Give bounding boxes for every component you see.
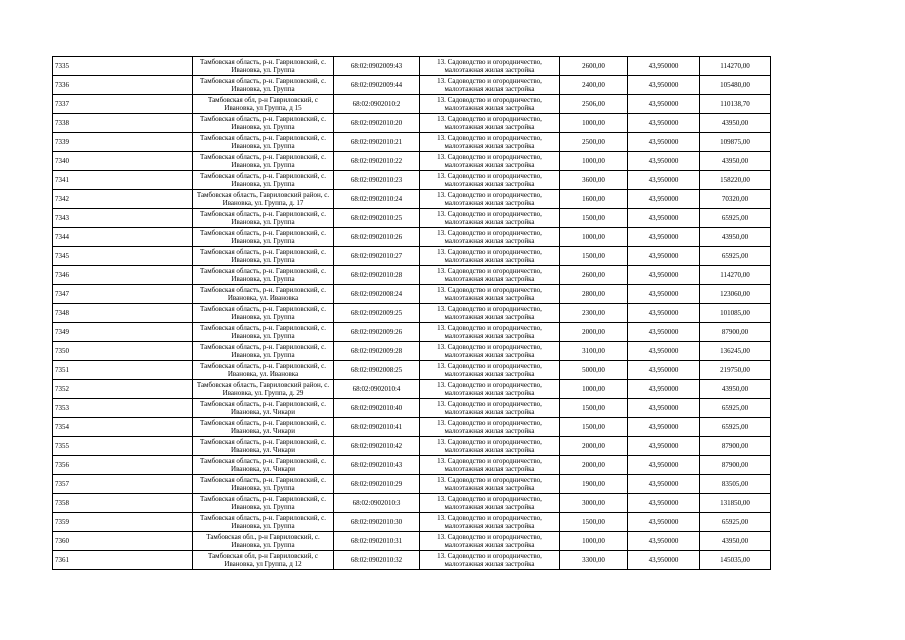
specific-value-cell: 43,950000	[628, 418, 700, 437]
specific-value-cell: 43,950000	[628, 152, 700, 171]
land-use-cell: 13. Садоводство и огородничество, малоэтажная жилая застройка	[420, 456, 560, 475]
table-row	[53, 228, 771, 247]
area-cell: 2300,00	[560, 304, 628, 323]
area-cell: 1000,00	[560, 532, 628, 551]
area-cell: 2500,00	[560, 133, 628, 152]
cadastral-value-cell: 109875,00	[700, 133, 771, 152]
cadastral-value-cell: 65925,00	[700, 399, 771, 418]
address-cell: Тамбовская область, р-н. Гавриловский, с. Ивановка, ул. Группа	[193, 57, 334, 76]
specific-value-cell: 43,950000	[628, 532, 700, 551]
land-use-cell: 13. Садоводство и огородничество, малоэтажная жилая застройка	[420, 133, 560, 152]
cadastral-value-cell: 65925,00	[700, 513, 771, 532]
cadastral-value-cell: 87900,00	[700, 437, 771, 456]
row-number: 7341	[53, 171, 193, 190]
table-row	[53, 57, 771, 76]
specific-value-cell: 43,950000	[628, 380, 700, 399]
row-number: 7343	[53, 209, 193, 228]
area-cell: 1500,00	[560, 247, 628, 266]
area-cell: 3600,00	[560, 171, 628, 190]
cadastral-number-cell: 68:02:0902010:21	[334, 133, 420, 152]
cadastral-number-cell: 68:02:0902010:3	[334, 494, 420, 513]
table-row	[53, 247, 771, 266]
address-cell: Тамбовская область, р-н. Гавриловский, с. Ивановка, ул. Чикари	[193, 399, 334, 418]
cadastral-value-cell: 219750,00	[700, 361, 771, 380]
area-cell: 1500,00	[560, 399, 628, 418]
table-row	[53, 342, 771, 361]
cadastral-value-cell: 87900,00	[700, 323, 771, 342]
cadastral-number-cell: 68:02:0902009:25	[334, 304, 420, 323]
land-use-cell: 13. Садоводство и огородничество, малоэтажная жилая застройка	[420, 380, 560, 399]
land-use-cell: 13. Садоводство и огородничество, малоэтажная жилая застройка	[420, 342, 560, 361]
area-cell: 1500,00	[560, 209, 628, 228]
table-row	[53, 494, 771, 513]
row-number: 7361	[53, 551, 193, 570]
cadastral-value-cell: 43950,00	[700, 114, 771, 133]
specific-value-cell: 43,950000	[628, 114, 700, 133]
table-row	[53, 114, 771, 133]
specific-value-cell: 43,950000	[628, 190, 700, 209]
table-row	[53, 513, 771, 532]
land-use-cell: 13. Садоводство и огородничество, малоэтажная жилая застройка	[420, 532, 560, 551]
cadastral-number-cell: 68:02:0902010:42	[334, 437, 420, 456]
cadastral-value-cell: 101085,00	[700, 304, 771, 323]
address-cell: Тамбовская область, р-н. Гавриловский, с. Ивановка, ул. Группа	[193, 513, 334, 532]
table-row	[53, 190, 771, 209]
cadastral-number-cell: 68:02:0902010:24	[334, 190, 420, 209]
land-use-cell: 13. Садоводство и огородничество, малоэтажная жилая застройка	[420, 399, 560, 418]
table-row	[53, 209, 771, 228]
address-cell: Тамбовская область, р-н. Гавриловский, с. Ивановка, ул. Ивановка	[193, 285, 334, 304]
area-cell: 1600,00	[560, 190, 628, 209]
area-cell: 5000,00	[560, 361, 628, 380]
row-number: 7357	[53, 475, 193, 494]
address-cell: Тамбовская обл, р-н Гавриловский, с Ивановка, ул Группа, д 12	[193, 551, 334, 570]
row-number: 7340	[53, 152, 193, 171]
table-body	[53, 57, 771, 570]
table-row	[53, 399, 771, 418]
specific-value-cell: 43,950000	[628, 266, 700, 285]
row-number: 7346	[53, 266, 193, 285]
area-cell: 2400,00	[560, 76, 628, 95]
area-cell: 1500,00	[560, 513, 628, 532]
area-cell: 1000,00	[560, 152, 628, 171]
specific-value-cell: 43,950000	[628, 342, 700, 361]
land-use-cell: 13. Садоводство и огородничество, малоэтажная жилая застройка	[420, 190, 560, 209]
cadastral-value-cell: 43950,00	[700, 152, 771, 171]
cadastral-value-cell: 123060,00	[700, 285, 771, 304]
table-row	[53, 133, 771, 152]
cadastral-number-cell: 68:02:0902010:26	[334, 228, 420, 247]
cadastral-number-cell: 68:02:0902010:4	[334, 380, 420, 399]
specific-value-cell: 43,950000	[628, 399, 700, 418]
cadastral-number-cell: 68:02:0902010:43	[334, 456, 420, 475]
land-use-cell: 13. Садоводство и огородничество, малоэтажная жилая застройка	[420, 323, 560, 342]
specific-value-cell: 43,950000	[628, 304, 700, 323]
address-cell: Тамбовская область, р-н. Гавриловский, с. Ивановка, ул. Чикари	[193, 418, 334, 437]
area-cell: 2000,00	[560, 456, 628, 475]
cadastral-value-cell: 105480,00	[700, 76, 771, 95]
table-row	[53, 323, 771, 342]
area-cell: 2000,00	[560, 437, 628, 456]
row-number: 7360	[53, 532, 193, 551]
cadastral-number-cell: 68:02:0902010:30	[334, 513, 420, 532]
table-row	[53, 437, 771, 456]
row-number: 7355	[53, 437, 193, 456]
address-cell: Тамбовская область, р-н. Гавриловский, с. Ивановка, ул. Группа	[193, 171, 334, 190]
cadastral-number-cell: 68:02:0902010:20	[334, 114, 420, 133]
cadastral-value-cell: 43950,00	[700, 380, 771, 399]
specific-value-cell: 43,950000	[628, 247, 700, 266]
address-cell: Тамбовская область, р-н. Гавриловский, с. Ивановка, ул. Группа	[193, 342, 334, 361]
land-use-cell: 13. Садоводство и огородничество, малоэтажная жилая застройка	[420, 171, 560, 190]
cadastral-value-cell: 70320,00	[700, 190, 771, 209]
address-cell: Тамбовская область, р-н. Гавриловский, с. Ивановка, ул. Группа	[193, 228, 334, 247]
table-row	[53, 532, 771, 551]
land-use-cell: 13. Садоводство и огородничество, малоэтажная жилая застройка	[420, 551, 560, 570]
address-cell: Тамбовская область, р-н. Гавриловский, с. Ивановка, ул. Группа	[193, 323, 334, 342]
table-row	[53, 266, 771, 285]
row-number: 7348	[53, 304, 193, 323]
table-row	[53, 95, 771, 114]
cadastral-number-cell: 68:02:0902010:31	[334, 532, 420, 551]
specific-value-cell: 43,950000	[628, 513, 700, 532]
area-cell: 3000,00	[560, 494, 628, 513]
cadastral-number-cell: 68:02:0902008:24	[334, 285, 420, 304]
land-use-cell: 13. Садоводство и огородничество, малоэтажная жилая застройка	[420, 513, 560, 532]
table-row	[53, 418, 771, 437]
specific-value-cell: 43,950000	[628, 171, 700, 190]
area-cell: 2800,00	[560, 285, 628, 304]
address-cell: Тамбовская область, Гавриловский район, с. Ивановка, ул. Группа, д. 17	[193, 190, 334, 209]
address-cell: Тамбовская обл., р-н Гавриловский, с. Ивановка, ул. Группа	[193, 532, 334, 551]
cadastral-value-cell: 43950,00	[700, 532, 771, 551]
row-number: 7342	[53, 190, 193, 209]
specific-value-cell: 43,950000	[628, 209, 700, 228]
cadastral-number-cell: 68:02:0902009:26	[334, 323, 420, 342]
cadastral-value-cell: 110138,70	[700, 95, 771, 114]
row-number: 7345	[53, 247, 193, 266]
address-cell: Тамбовская обл, р-н Гавриловский, с Ивановка, ул Группа, д 15	[193, 95, 334, 114]
specific-value-cell: 43,950000	[628, 437, 700, 456]
address-cell: Тамбовская область, р-н. Гавриловский, с. Ивановка, ул. Чикари	[193, 456, 334, 475]
table-row	[53, 456, 771, 475]
area-cell: 3300,00	[560, 551, 628, 570]
row-number: 7351	[53, 361, 193, 380]
area-cell: 1000,00	[560, 228, 628, 247]
land-use-cell: 13. Садоводство и огородничество, малоэтажная жилая застройка	[420, 247, 560, 266]
specific-value-cell: 43,950000	[628, 494, 700, 513]
cadastral-number-cell: 68:02:0902010:22	[334, 152, 420, 171]
row-number: 7359	[53, 513, 193, 532]
row-number: 7358	[53, 494, 193, 513]
document-page	[52, 56, 770, 570]
specific-value-cell: 43,950000	[628, 475, 700, 494]
table-row	[53, 304, 771, 323]
cadastral-number-cell: 68:02:0902010:27	[334, 247, 420, 266]
row-number: 7335	[53, 57, 193, 76]
table-row	[53, 152, 771, 171]
land-use-cell: 13. Садоводство и огородничество, малоэтажная жилая застройка	[420, 475, 560, 494]
cadastral-number-cell: 68:02:0902010:2	[334, 95, 420, 114]
land-use-cell: 13. Садоводство и огородничество, малоэтажная жилая застройка	[420, 266, 560, 285]
specific-value-cell: 43,950000	[628, 228, 700, 247]
row-number: 7339	[53, 133, 193, 152]
land-use-cell: 13. Садоводство и огородничество, малоэтажная жилая застройка	[420, 361, 560, 380]
address-cell: Тамбовская область, р-н. Гавриловский, с. Ивановка, ул. Группа	[193, 133, 334, 152]
address-cell: Тамбовская область, р-н. Гавриловский, с. Ивановка, ул. Группа	[193, 266, 334, 285]
row-number: 7337	[53, 95, 193, 114]
address-cell: Тамбовская область, р-н. Гавриловский, с. Ивановка, ул. Группа	[193, 304, 334, 323]
cadastral-number-cell: 68:02:0902009:28	[334, 342, 420, 361]
address-cell: Тамбовская область, р-н. Гавриловский, с. Ивановка, ул. Группа	[193, 494, 334, 513]
specific-value-cell: 43,950000	[628, 456, 700, 475]
cadastral-value-cell: 131850,00	[700, 494, 771, 513]
land-use-cell: 13. Садоводство и огородничество, малоэтажная жилая застройка	[420, 209, 560, 228]
cadastral-value-cell: 136245,00	[700, 342, 771, 361]
area-cell: 2000,00	[560, 323, 628, 342]
address-cell: Тамбовская область, р-н. Гавриловский, с. Ивановка, ул. Группа	[193, 76, 334, 95]
address-cell: Тамбовская область, р-н. Гавриловский, с. Ивановка, ул. Группа	[193, 114, 334, 133]
address-cell: Тамбовская область, р-н. Гавриловский, с. Ивановка, ул. Группа	[193, 152, 334, 171]
land-use-cell: 13. Садоводство и огородничество, малоэтажная жилая застройка	[420, 57, 560, 76]
address-cell: Тамбовская область, Гавриловский район, с. Ивановка, ул. Группа, д. 29	[193, 380, 334, 399]
cadastral-value-cell: 158220,00	[700, 171, 771, 190]
row-number: 7356	[53, 456, 193, 475]
cadastral-number-cell: 68:02:0902010:40	[334, 399, 420, 418]
specific-value-cell: 43,950000	[628, 95, 700, 114]
land-use-cell: 13. Садоводство и огородничество, малоэтажная жилая застройка	[420, 95, 560, 114]
land-use-cell: 13. Садоводство и огородничество, малоэтажная жилая застройка	[420, 152, 560, 171]
row-number: 7350	[53, 342, 193, 361]
land-use-cell: 13. Садоводство и огородничество, малоэтажная жилая застройка	[420, 228, 560, 247]
cadastral-number-cell: 68:02:0902010:28	[334, 266, 420, 285]
specific-value-cell: 43,950000	[628, 76, 700, 95]
specific-value-cell: 43,950000	[628, 285, 700, 304]
table-row	[53, 171, 771, 190]
land-use-cell: 13. Садоводство и огородничество, малоэтажная жилая застройка	[420, 494, 560, 513]
row-number: 7352	[53, 380, 193, 399]
row-number: 7349	[53, 323, 193, 342]
table-row	[53, 361, 771, 380]
area-cell: 2506,00	[560, 95, 628, 114]
land-use-cell: 13. Садоводство и огородничество, малоэтажная жилая застройка	[420, 285, 560, 304]
specific-value-cell: 43,950000	[628, 323, 700, 342]
row-number: 7344	[53, 228, 193, 247]
cadastral-value-cell: 65925,00	[700, 418, 771, 437]
land-use-cell: 13. Садоводство и огородничество, малоэтажная жилая застройка	[420, 114, 560, 133]
specific-value-cell: 43,950000	[628, 361, 700, 380]
area-cell: 1500,00	[560, 418, 628, 437]
cadastral-number-cell: 68:02:0902009:43	[334, 57, 420, 76]
cadastral-number-cell: 68:02:0902010:32	[334, 551, 420, 570]
area-cell: 1000,00	[560, 114, 628, 133]
cadastral-value-cell: 65925,00	[700, 209, 771, 228]
table-row	[53, 76, 771, 95]
cadastral-number-cell: 68:02:0902010:41	[334, 418, 420, 437]
land-use-cell: 13. Садоводство и огородничество, малоэтажная жилая застройка	[420, 76, 560, 95]
land-use-cell: 13. Садоводство и огородничество, малоэтажная жилая застройка	[420, 437, 560, 456]
area-cell: 1900,00	[560, 475, 628, 494]
area-cell: 3100,00	[560, 342, 628, 361]
cadastral-number-cell: 68:02:0902008:25	[334, 361, 420, 380]
land-use-cell: 13. Садоводство и огородничество, малоэтажная жилая застройка	[420, 304, 560, 323]
table-row	[53, 475, 771, 494]
cadastral-value-cell: 114270,00	[700, 266, 771, 285]
cadastral-number-cell: 68:02:0902010:29	[334, 475, 420, 494]
row-number: 7338	[53, 114, 193, 133]
specific-value-cell: 43,950000	[628, 57, 700, 76]
row-number: 7353	[53, 399, 193, 418]
table-row	[53, 285, 771, 304]
area-cell: 2600,00	[560, 57, 628, 76]
specific-value-cell: 43,950000	[628, 133, 700, 152]
cadastral-number-cell: 68:02:0902009:44	[334, 76, 420, 95]
area-cell: 1000,00	[560, 380, 628, 399]
row-number: 7354	[53, 418, 193, 437]
cadastral-value-cell: 145035,00	[700, 551, 771, 570]
table-row	[53, 551, 771, 570]
address-cell: Тамбовская область, р-н. Гавриловский, с. Ивановка, ул. Группа	[193, 209, 334, 228]
table-row	[53, 380, 771, 399]
row-number: 7336	[53, 76, 193, 95]
address-cell: Тамбовская область, р-н. Гавриловский, с. Ивановка, ул. Группа	[193, 475, 334, 494]
land-use-cell: 13. Садоводство и огородничество, малоэтажная жилая застройка	[420, 418, 560, 437]
cadastral-number-cell: 68:02:0902010:23	[334, 171, 420, 190]
address-cell: Тамбовская область, р-н. Гавриловский, с. Ивановка, ул. Группа	[193, 247, 334, 266]
cadastral-value-table	[52, 56, 771, 570]
address-cell: Тамбовская область, р-н. Гавриловский, с. Ивановка, ул. Чикари	[193, 437, 334, 456]
specific-value-cell: 43,950000	[628, 551, 700, 570]
area-cell: 2600,00	[560, 266, 628, 285]
cadastral-value-cell: 83505,00	[700, 475, 771, 494]
cadastral-value-cell: 87900,00	[700, 456, 771, 475]
row-number: 7347	[53, 285, 193, 304]
address-cell: Тамбовская область, р-н. Гавриловский, с. Ивановка, ул. Ивановка	[193, 361, 334, 380]
cadastral-value-cell: 114270,00	[700, 57, 771, 76]
cadastral-value-cell: 65925,00	[700, 247, 771, 266]
cadastral-value-cell: 43950,00	[700, 228, 771, 247]
cadastral-number-cell: 68:02:0902010:25	[334, 209, 420, 228]
